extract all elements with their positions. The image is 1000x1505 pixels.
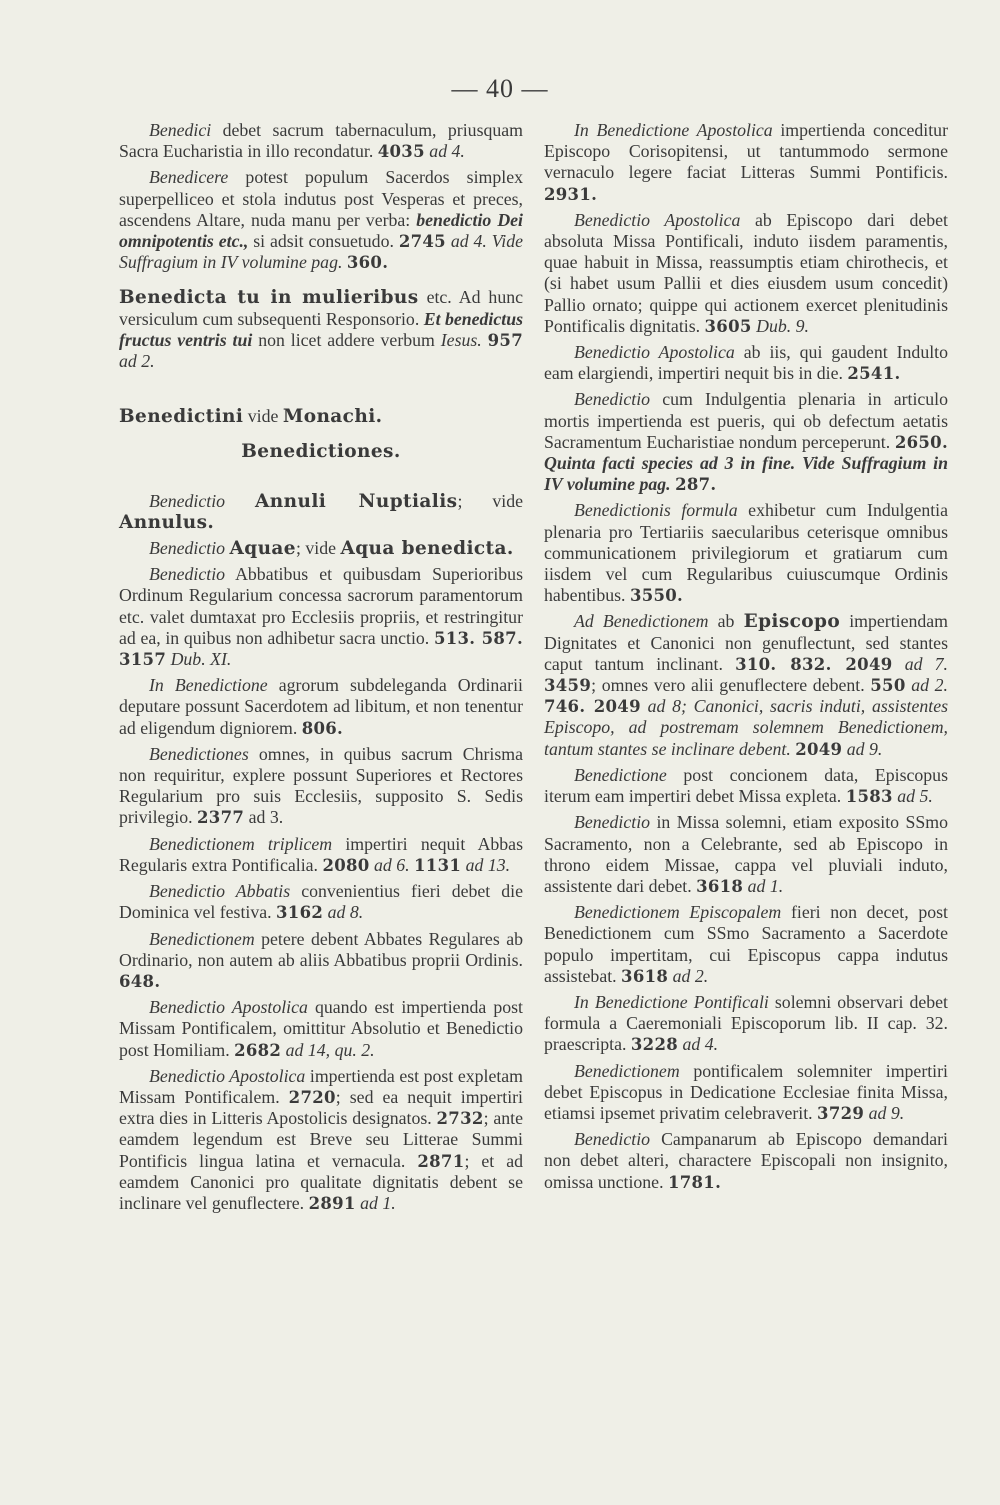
entry: Benedictio Campanarum ab Episcopo demandari non debet alteri, charactere Episcopali non insignito, omissa unctione. 1781. xyxy=(544,1129,948,1192)
entry: Benedicere potest populum Sacerdos simplex superpelliceo et stola indutus post Vesperas et preces, ascendens Altare, nuda manu per verba: benedictio Dei omnipotentis etc., si adsit consuetudo. 2745 ad 4. Vide Suffragium in IV volumine pag. 360. xyxy=(119,167,523,273)
entry: Benedictio Annuli Nuptialis; vide Annulus. xyxy=(119,490,524,533)
entry: In Benedictione Apostolica impertienda conceditur Episcopo Corisopitensi, ut tantummodo sermone vernaculo legere faciat Litteras Summi Pontificis. 2931. xyxy=(544,120,948,204)
entry: Benedictio Apostolica ab iis, qui gaudent Indulto eam elargiendi, impertiri nequit bis in die. 2541. xyxy=(544,342,948,384)
entry: Benedictione post concionem data, Episcopus iterum eam impertiri debet Missa expleta. 1583 ad 5. xyxy=(544,764,948,807)
entry: Benedictiones omnes, in quibus sacrum Chrisma non requiritur, explere possunt Superiores et Rectores Regularium pro suis Ecclesiis, supposito S. Sedis privilegio. 2377 ad 3. xyxy=(119,743,523,828)
entry: Ad Benedictionem ab Episcopo impertiendam Dignitates et Canonici non genuflectunt, sed stantes caput tantum inclinant. 310. 832. 2049 ad 7. 3459; omnes vero alii genuflectere debent. 550 ad 2. 746. 2049 ad 8; Canonici, sacris induti, assistentes Episcopo, ad postremam solemnem Benedictionem, tantum stantes se inclinare debent. 2049 ad 9. xyxy=(544,611,949,759)
entry: Benedictionem triplicem impertiri nequit Abbas Regularis extra Pontificalia. 2080 ad 6. 1131 ad 13. xyxy=(119,833,523,875)
section-heading: Benedictini vide Monachi. xyxy=(119,406,383,428)
section-heading: Benedictiones. xyxy=(241,441,401,463)
entry: Benedictionem pontificalem solemniter impertiri debet Episcopus in Dedicatione Ecclesiae finita Missa, etiamsi ipsemet privatim celebraverit. 3729 ad 9. xyxy=(544,1060,948,1123)
page-number: — 40 — xyxy=(451,74,549,103)
entry: Benedictionem Episcopalem fieri non decet, post Benedictionem cum SSmo Sacramento a Sacerdote populo impertitam, cui Episcopus cappa indutus assistebat. 3618 ad 2. xyxy=(544,902,948,986)
entry: Benedictio in Missa solemni, etiam exposito SSmo Sacramento, non a Celebrante, sed ab Episcopo in throno eidem Missae, cappa vel pluviali induto, assistente dari debet. 3618 ad 1. xyxy=(544,812,948,896)
right-column xyxy=(544,120,948,1198)
entry: Benedictio Apostolica impertienda est post expletam Missam Pontificalem. 2720; sed ea nequit impertiri extra dies in Litteris Apostolicis designatos. 2732; ante eamdem legendum est Breve seu Litterae Summi Pontificis lingua latina et vernacula. 2871; et ad eamdem Canonici pro qualitate dignitatis debent se inclinare vel genuflectere. 2891 ad 1. xyxy=(119,1065,524,1213)
entry: Benedictio Abbatibus et quibusdam Superioribus Ordinum Regularium concessa sacrorum paramentorum etc. valet dumtaxat pro Ecclesiis propriis, et restringitur ad ea, in quibus non adhibetur sacra unctio. 513. 587. 3157 Dub. XI. xyxy=(119,564,523,670)
entry: Benedici debet sacrum tabernaculum, priusquam Sacra Eucharistia in illo recondatur. 4035 ad 4. xyxy=(119,120,523,162)
entry: Benedicta tu in mulieribus etc. Ad hunc versiculum cum subsequenti Responsorio. Et benedictus fructus ventris tui non licet addere verbum Iesus. 957 ad 2. xyxy=(119,287,524,372)
entry: Benedictio Aquae; vide Aqua benedicta. xyxy=(149,538,514,560)
entry: Benedictionem petere debent Abbates Regulares ab Ordinario, non autem ab aliis Abbatibus proprii Ordinis. 648. xyxy=(119,928,523,991)
entry: Benedictio cum Indulgentia plenaria in articulo mortis impertienda est pueris, qui ob defectum aetatis Sacramentum Eucharistiae nondum perceperunt. 2650. Quinta facti species ad 3 in fine. Vide Suffragium in IV volumine pag. 287. xyxy=(544,389,948,495)
entry: Benedictio Apostolica ab Episcopo dari debet absoluta Missa Pontificali, induto iisdem paramentis, quae habuit in Missa, reassumptis etiam chirothecis, et (si habet usum Pallii et dies eiusdem usum concedit) Pallio ornato; quippe qui actionem exercet plenitudinis Pontificalis dignitatis. 3605 Dub. 9. xyxy=(544,209,948,336)
entry: Benedictio Apostolica quando est impertienda post Missam Pontificalem, omittitur Absolutio et Benedictio post Homiliam. 2682 ad 14, qu. 2. xyxy=(119,997,523,1060)
left-column xyxy=(119,120,523,1219)
entry: Benedictionis formula exhibetur cum Indulgentia plenaria pro Tertiariis saecularibus ceterisque omnibus communicationem privilegiorum et gratiarum cum iisdem vel cum Regularibus cuiuscumque Ordinis habentibus. 3550. xyxy=(544,500,948,606)
entry: In Benedictione agrorum subdeleganda Ordinarii deputare possunt Sacerdotem ad libitum, et non tenentur ad eligendum digniorem. 806. xyxy=(119,675,523,738)
entry: Benedictio Abbatis convenientius fieri debet die Dominica vel festiva. 3162 ad 8. xyxy=(119,881,523,923)
entry: In Benedictione Pontificali solemni observari debet formula a Caeremoniali Episcoporum lib. II cap. 32. praescripta. 3228 ad 4. xyxy=(544,991,948,1055)
